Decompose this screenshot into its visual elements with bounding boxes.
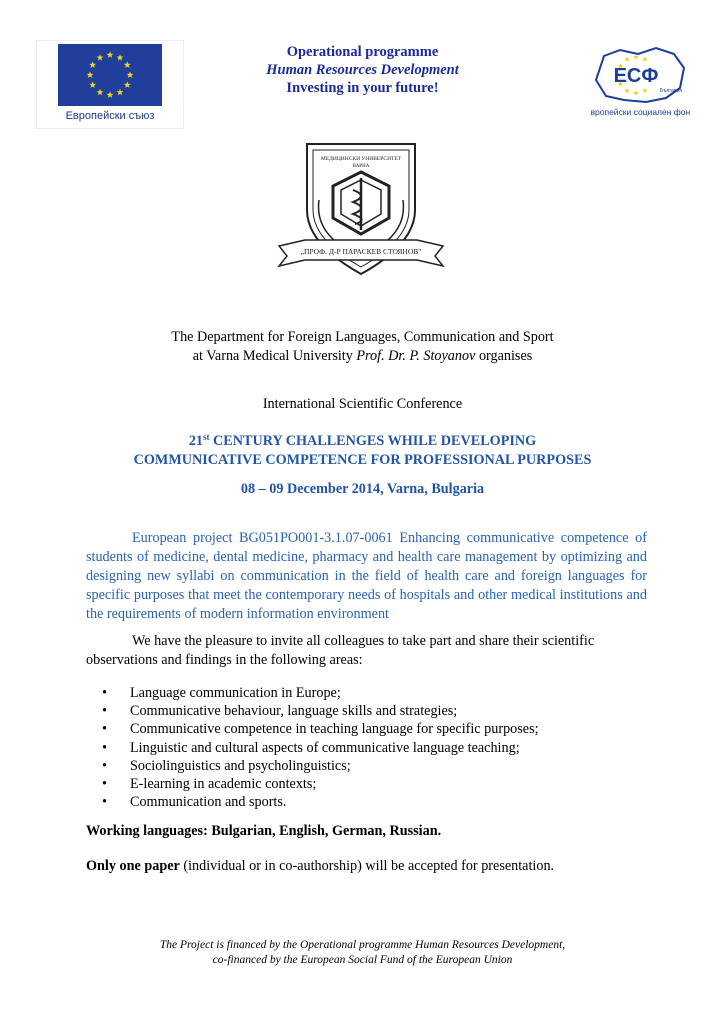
bullet-icon: • (102, 776, 107, 793)
area-text: E-learning in academic contexts; (130, 776, 317, 793)
working-languages: Working languages: Bulgarian, English, German, Russian. (86, 823, 442, 839)
bullet-icon: • (102, 739, 107, 756)
one-paper-rest: (individual or in co-authorship) will be accepted for presentation. (179, 858, 555, 874)
bullet-icon: • (102, 794, 107, 811)
areas-list (86, 684, 647, 811)
area-text: Linguistic and cultural aspects of communicative language teaching; (130, 739, 520, 756)
organiser-line-2 (60, 347, 665, 366)
footer-line-1: The Project is financed by the Operational programme Human Resources Development, (159, 939, 566, 951)
header-line-2: Human Resources Development (266, 62, 459, 78)
title-number: 21 (188, 433, 203, 449)
title-line-1: CENTURY CHALLENGES WHILE DEVELOPING (209, 433, 537, 449)
area-text: Sociolinguistics and psycholinguistics; (130, 757, 351, 774)
conference-title (60, 428, 665, 470)
esf-caption: Европейски социален фонд (590, 107, 690, 117)
list-item (86, 702, 647, 720)
university-seal (275, 140, 447, 280)
esf-acronym: ЕСФ (613, 65, 659, 87)
area-text: Communicative competence in teaching language for specific purposes; (130, 721, 539, 738)
title-line-2: COMMUNICATIVE COMPETENCE FOR PROFESSIONAL PURPOSES (133, 452, 592, 468)
list-item (86, 775, 647, 793)
esf-small-text: България (660, 88, 683, 94)
conference-label: International Scientific Conference (262, 396, 463, 412)
bullet-icon: • (102, 757, 107, 774)
one-paper-bold: Only one paper (86, 858, 180, 874)
eu-caption: Европейски съюз (65, 110, 155, 122)
organiser-prefix: at Varna Medical University (192, 348, 357, 364)
one-paper-note (86, 857, 647, 876)
organiser-block (60, 328, 665, 366)
list-item (86, 684, 647, 702)
bullet-icon: • (102, 721, 107, 738)
bullet-icon: • (102, 685, 107, 701)
organiser-line-1: The Department for Foreign Languages, Communication and Sport (171, 329, 554, 345)
list-item (86, 739, 647, 757)
list-item (86, 757, 647, 775)
area-text: Communication and sports. (130, 794, 287, 811)
project-description: European project BG051PO001-3.1.07-0061 Enhancing communicative competence of students of medicine, dental medicine, pharmacy and health care management by optimizing and designing new syllabi on communication in the field of health care and foreign languages for specific purposes that meet the contemporary needs of hospitals and other medical institutions and the requirements of modern information environment (86, 530, 647, 622)
list-item (86, 720, 647, 738)
organiser-rector: Prof. Dr. P. Stoyanov (356, 348, 476, 364)
funding-footer (100, 938, 625, 968)
bullet-icon: • (102, 703, 107, 720)
conference-date: 08 – 09 December 2014, Varna, Bulgaria (240, 481, 485, 497)
organiser-suffix: organises (475, 348, 533, 364)
title-superscript: st (203, 432, 210, 442)
seal-city-text: ВАРНА (352, 164, 370, 169)
eu-logo (36, 40, 184, 129)
seal-top-text: МЕДИЦИНСКИ УНИВЕРСИТЕТ (320, 156, 402, 162)
footer-line-2: co-financed by the European Social Fund of the European Union (212, 954, 513, 966)
header-line-3: Investing in your future! (286, 80, 439, 96)
area-text: Language communication in Europe; (130, 685, 341, 701)
area-text: Communicative behaviour, language skills and strategies; (130, 703, 458, 720)
programme-header (200, 43, 525, 97)
header-line-1: Operational programme (286, 44, 439, 60)
seal-ribbon-text: „ПРОФ. Д-Р ПАРАСКЕВ СТОЯНОВ" (300, 247, 422, 256)
esf-logo (590, 42, 690, 124)
invitation-text: We have the pleasure to invite all colleagues to take part and share their scientific observations and findings in the following areas: (86, 633, 595, 668)
list-item (86, 793, 647, 811)
